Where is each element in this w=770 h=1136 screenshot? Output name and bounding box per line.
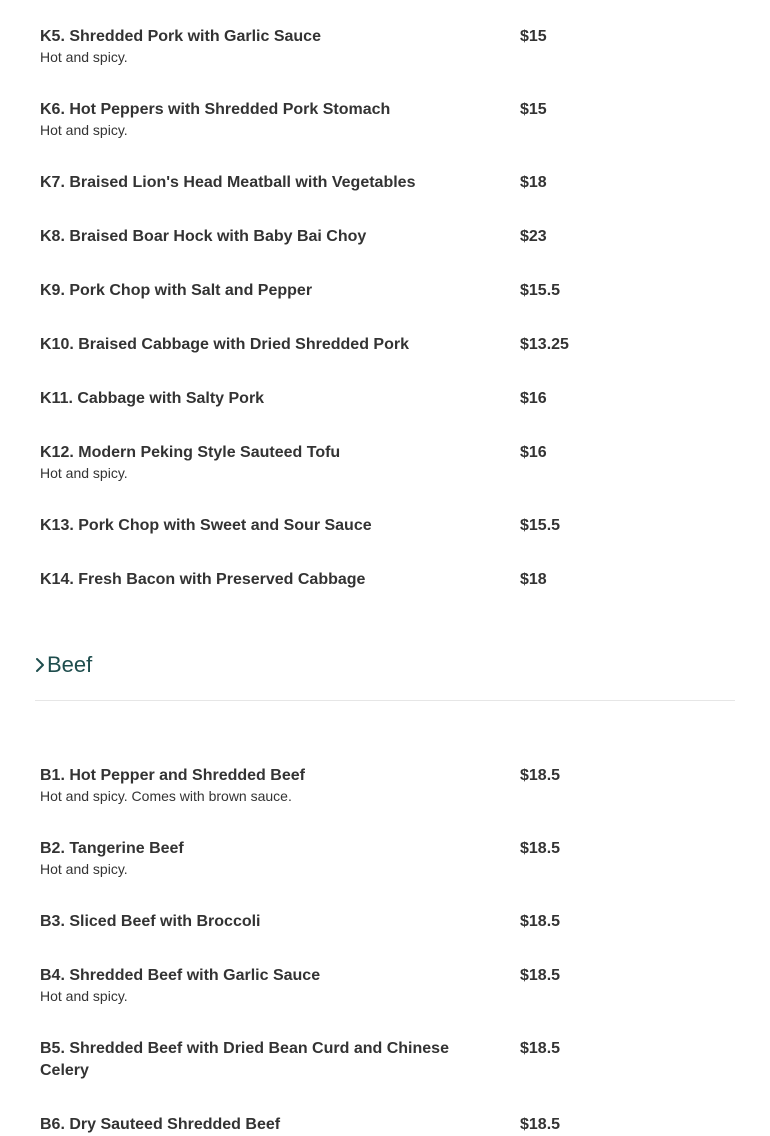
item-price: $18 [520, 174, 547, 191]
item-price: $15.5 [520, 282, 561, 299]
item-name: B3. Sliced Beef with Broccoli [40, 913, 261, 930]
item-description: Hot and spicy. [40, 861, 128, 877]
item-price: $18.5 [520, 967, 561, 984]
item-price: $18.5 [520, 913, 561, 930]
item-price: $13.25 [520, 336, 569, 353]
item-name: B4. Shredded Beef with Garlic Sauce [40, 967, 321, 984]
item-description: Hot and spicy. Comes with brown sauce. [40, 788, 292, 804]
item-price: $18.5 [520, 1040, 561, 1057]
chevron-right-icon [34, 657, 46, 673]
item-name: K7. Braised Lion's Head Meatball with Vegetables [40, 174, 416, 191]
item-name: K12. Modern Peking Style Sauteed Tofu [40, 444, 341, 461]
item-price: $18.5 [520, 767, 561, 784]
item-name: B1. Hot Pepper and Shredded Beef [40, 767, 305, 784]
item-description: Hot and spicy. [40, 465, 128, 481]
item-name: K14. Fresh Bacon with Preserved Cabbage [40, 571, 366, 588]
item-name: K9. Pork Chop with Salt and Pepper [40, 282, 313, 299]
item-description: Hot and spicy. [40, 122, 128, 138]
category-title: Beef [47, 652, 93, 677]
category-divider [35, 700, 735, 701]
category-header-beef[interactable] [34, 650, 92, 680]
item-name: B6. Dry Sauteed Shredded Beef [40, 1116, 281, 1133]
item-price: $15 [520, 28, 547, 45]
item-name: K8. Braised Boar Hock with Baby Bai Choy [40, 228, 367, 245]
item-price: $18.5 [520, 840, 561, 857]
item-name: K11. Cabbage with Salty Pork [40, 390, 265, 407]
item-name: K6. Hot Peppers with Shredded Pork Stomach [40, 101, 391, 118]
item-name: B2. Tangerine Beef [40, 840, 184, 857]
item-name: B5. Shredded Beef with Dried Bean Curd and Chinese Celery [40, 1040, 449, 1079]
item-name: K13. Pork Chop with Sweet and Sour Sauce [40, 517, 372, 534]
item-price: $16 [520, 444, 547, 461]
item-price: $23 [520, 228, 547, 245]
item-description: Hot and spicy. [40, 49, 128, 65]
item-price: $18.5 [520, 1116, 561, 1133]
item-price: $15.5 [520, 517, 561, 534]
item-name: K5. Shredded Pork with Garlic Sauce [40, 28, 321, 45]
item-name: K10. Braised Cabbage with Dried Shredded Pork [40, 336, 409, 353]
item-description: Hot and spicy. [40, 988, 128, 1004]
item-price: $18 [520, 571, 547, 588]
item-price: $16 [520, 390, 547, 407]
item-price: $15 [520, 101, 547, 118]
